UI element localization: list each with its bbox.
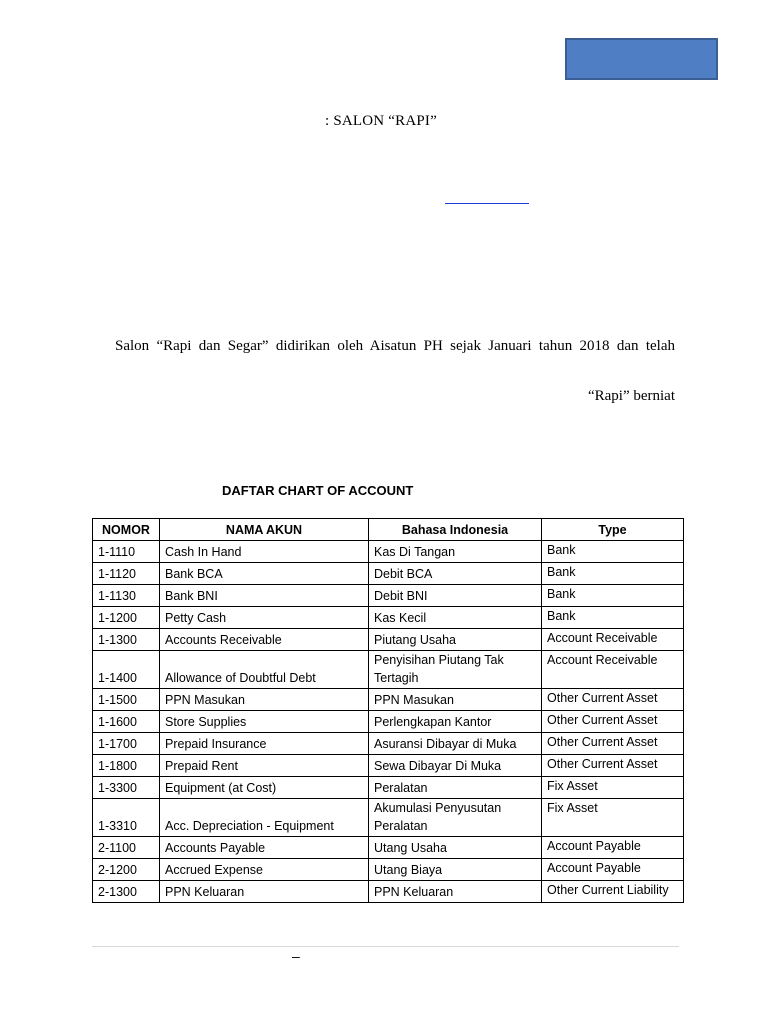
cell-nomor: 1-1800: [93, 755, 160, 777]
cell-nomor: 1-1300: [93, 629, 160, 651]
table-row: [93, 859, 684, 881]
cell-type: Account Payable: [542, 837, 684, 859]
footer-dash: –: [292, 948, 300, 964]
cell-nomor: 1-3310: [93, 799, 160, 837]
cell-nomor: 1-1200: [93, 607, 160, 629]
table-row: [93, 689, 684, 711]
cell-type: Bank: [542, 563, 684, 585]
cell-type: Account Receivable: [542, 651, 684, 689]
cell-type: Bank: [542, 607, 684, 629]
table-row: [93, 837, 684, 859]
cell-nomor: 1-1120: [93, 563, 160, 585]
intro-paragraph-continued: “Rapi” berniat: [587, 388, 675, 404]
table-header-row: [93, 519, 684, 541]
cell-type: Other Current Asset: [542, 689, 684, 711]
table-row: [93, 585, 684, 607]
cell-type: Account Payable: [542, 859, 684, 881]
cell-nomor: 1-1700: [93, 733, 160, 755]
cell-nama-akun: Store Supplies: [160, 711, 369, 733]
cell-bahasa-indonesia: Peralatan: [369, 777, 542, 799]
table-row: [93, 777, 684, 799]
cell-type: Bank: [542, 585, 684, 607]
cell-nama-akun: Accounts Receivable: [160, 629, 369, 651]
cell-bahasa-indonesia: Debit BCA: [369, 563, 542, 585]
cell-bahasa-indonesia: Debit BNI: [369, 585, 542, 607]
cell-nomor: 2-1100: [93, 837, 160, 859]
table-row: [93, 733, 684, 755]
cell-nama-akun: PPN Masukan: [160, 689, 369, 711]
cell-nama-akun: Accounts Payable: [160, 837, 369, 859]
cell-type: Bank: [542, 541, 684, 563]
column-header-type: Type: [542, 519, 684, 541]
footer-divider: [92, 946, 679, 947]
cell-nama-akun: PPN Keluaran: [160, 881, 369, 903]
column-header-nomor: NOMOR: [93, 519, 160, 541]
cell-bahasa-indonesia: PPN Keluaran: [369, 881, 542, 903]
cell-nama-akun: Equipment (at Cost): [160, 777, 369, 799]
table-row: [93, 651, 684, 689]
cell-nama-akun: Accrued Expense: [160, 859, 369, 881]
cell-nama-akun: Acc. Depreciation - Equipment: [160, 799, 369, 837]
intro-paragraph: Salon “Rapi dan Segar” didirikan oleh Aisatun PH sejak Januari tahun 2018 dan telah: [115, 338, 675, 354]
cell-nomor: 1-3300: [93, 777, 160, 799]
cell-nama-akun: Petty Cash: [160, 607, 369, 629]
cell-bahasa-indonesia: PPN Masukan: [369, 689, 542, 711]
cell-bahasa-indonesia: Utang Biaya: [369, 859, 542, 881]
cell-nama-akun: Cash In Hand: [160, 541, 369, 563]
cell-type: Other Current Liability: [542, 881, 684, 903]
table-row: [93, 563, 684, 585]
column-header-bahasa-indonesia: Bahasa Indonesia: [369, 519, 542, 541]
cell-nama-akun: Prepaid Insurance: [160, 733, 369, 755]
cell-type: Other Current Asset: [542, 733, 684, 755]
cell-bahasa-indonesia: Asuransi Dibayar di Muka: [369, 733, 542, 755]
table-row: [93, 881, 684, 903]
cell-nomor: 1-1600: [93, 711, 160, 733]
cell-bahasa-indonesia: Perlengkapan Kantor: [369, 711, 542, 733]
cell-bahasa-indonesia: Sewa Dibayar Di Muka: [369, 755, 542, 777]
coa-heading: DAFTAR CHART OF ACCOUNT: [222, 483, 414, 498]
column-header-nama-akun: NAMA AKUN: [160, 519, 369, 541]
salon-title: : SALON “RAPI”: [325, 113, 437, 129]
cell-bahasa-indonesia: Utang Usaha: [369, 837, 542, 859]
cell-bahasa-indonesia: Akumulasi Penyusutan Peralatan: [369, 799, 542, 837]
table-body: [93, 541, 684, 903]
cell-bahasa-indonesia: Piutang Usaha: [369, 629, 542, 651]
table-row: [93, 607, 684, 629]
blue-header-box: [565, 38, 718, 80]
hyperlink-underline[interactable]: [445, 203, 529, 204]
table-row: [93, 799, 684, 837]
cell-type: Fix Asset: [542, 799, 684, 837]
table-row: [93, 755, 684, 777]
cell-nama-akun: Bank BNI: [160, 585, 369, 607]
cell-nomor: 1-1110: [93, 541, 160, 563]
cell-type: Fix Asset: [542, 777, 684, 799]
cell-bahasa-indonesia: Kas Di Tangan: [369, 541, 542, 563]
cell-bahasa-indonesia: Kas Kecil: [369, 607, 542, 629]
table-row: [93, 541, 684, 563]
cell-bahasa-indonesia: Penyisihan Piutang Tak Tertagih: [369, 651, 542, 689]
cell-nomor: 1-1500: [93, 689, 160, 711]
table-row: [93, 629, 684, 651]
cell-type: Other Current Asset: [542, 711, 684, 733]
cell-nomor: 2-1300: [93, 881, 160, 903]
cell-nama-akun: Prepaid Rent: [160, 755, 369, 777]
cell-type: Account Receivable: [542, 629, 684, 651]
cell-type: Other Current Asset: [542, 755, 684, 777]
cell-nama-akun: Bank BCA: [160, 563, 369, 585]
chart-of-account-table: [92, 518, 684, 903]
cell-nomor: 2-1200: [93, 859, 160, 881]
cell-nomor: 1-1400: [93, 651, 160, 689]
cell-nama-akun: Allowance of Doubtful Debt: [160, 651, 369, 689]
cell-nomor: 1-1130: [93, 585, 160, 607]
table-row: [93, 711, 684, 733]
